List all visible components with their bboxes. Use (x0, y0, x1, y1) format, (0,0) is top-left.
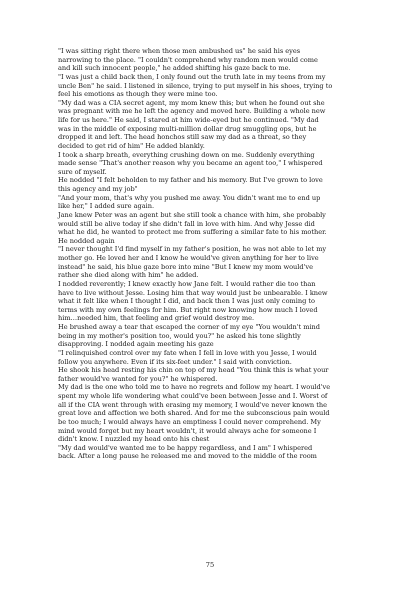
text-line: was pregnant with me he left the agency and moved here. Building a whole new (58, 107, 326, 116)
text-line: "And your mom, that's why you pushed me away. You didn't want me to end up (58, 193, 321, 202)
text-line: "I relinquished control over my fate when I fell in love with you Jesse, I would (58, 348, 317, 357)
text-line: instead" he said, his blue gaze bore into mine "But I knew my mom would've (58, 262, 313, 271)
text-line: terms with my own feelings for him. But right now knowing how much I loved (58, 305, 318, 314)
text-line: disapproving. I nodded again meeting his gaze (58, 340, 214, 349)
text-line: rather she died along with him" he added. (58, 271, 199, 280)
text-line: be too much; I would always have an emptiness I could never comprehend. My (58, 417, 321, 426)
body-text (58, 47, 364, 461)
text-line: great love and affection we both shared. And for me the subconscious pain would (58, 409, 330, 418)
text-line: He brushed away a tear that escaped the corner of my eye "You wouldn't mind (58, 323, 320, 331)
text-line: "I was sitting right there when those men ambushed us" he said his eyes (58, 47, 301, 55)
text-line: I nodded reverently; I knew exactly how Jane felt. I would rather die too than (58, 279, 316, 288)
text-line: mother go. He loved her and I know he would've given anything for her to live (58, 254, 319, 262)
text-line: was in the middle of exposing multi-million dollar drug smuggling ops, but he (58, 124, 317, 133)
text-line: being in my mother's position too, would you?" he asked his tone slightly (58, 331, 301, 340)
text-line: My dad is the one who told me to have no regrets and follow my heart. I would've (58, 383, 331, 392)
text-line: "My dad would've wanted me to be happy regardless, and I am" I whispered (58, 443, 313, 452)
text-line: He nodded again (58, 236, 115, 245)
text-line: narrowing to the place. "I couldn't comprehend why random men would come (58, 55, 318, 64)
text-line: like her," I added sure again. (58, 202, 155, 211)
text-line: what it felt like when I thought I did, and back then I was just only coming to (58, 297, 315, 306)
text-line: "I never thought I'd find myself in my father's position, he was not able to let my (58, 245, 327, 254)
text-line: father would've wanted for you?" he whispered. (58, 374, 218, 383)
page-number: 75 (205, 561, 215, 569)
text-line: have to live without Jesse. Losing him that way would just be unbearable. I knew (58, 288, 328, 297)
text-line: what he did, he wanted to protect me from suffering a similar fate to his mother. (58, 228, 327, 237)
text-line: feel his emotions as though they were mine too. (58, 90, 218, 99)
text-line: "I was just a child back then, I only found out the truth late in my teens from my (58, 72, 326, 81)
text-line: made sense "That's another reason why you became an agent too," I whispered (58, 159, 323, 168)
text-line: back. After a long pause he released me and moved to the middle of the room (58, 452, 317, 461)
text-line: this agency and my job" (58, 185, 138, 193)
text-line: I took a sharp breath, everything crushing down on me. Suddenly everything (58, 150, 315, 159)
text-line: all if the CIA went through with erasing my memory, I would've never known the (58, 400, 327, 409)
text-line: him…needed him, that feeling and grief would destroy me. (58, 314, 255, 323)
text-line: would still be alive today if she didn't fall in love with him. And why Jesse did (58, 219, 315, 228)
text-line: uncle Ben" he said. I listened in silence, trying to put myself in his shoes, trying to (58, 81, 333, 90)
text-line: didn't know. I nuzzled my head onto his chest (58, 435, 210, 444)
text-line: mind would forget but my heart wouldn't, it would always ache for someone I (58, 426, 317, 435)
text-line: follow you anywhere. Even if its six-feet under." I said with conviction. (58, 357, 292, 366)
text-line: Jane knew Peter was an agent but she still took a chance with him, she probably (58, 210, 326, 219)
text-line: decided to get rid of him" He added blankly. (58, 141, 205, 150)
text-line: He nodded "I felt beholden to my father and his memory. But I've grown to love (58, 176, 323, 185)
text-line: He shook his head resting his chin on top of my head "You think this is what your (58, 366, 329, 375)
text-line: "My dad was a CIA secret agent, my mom knew this; but when he found out she (58, 98, 325, 107)
text-line: spent my whole life wondering what could've been between Jesse and I. Worst of (58, 392, 328, 400)
text-line: sure of myself. (58, 167, 107, 176)
text-line: dropped it and left. The head honchos still saw my dad as a threat, so they (58, 133, 307, 142)
text-line: life for us here." He said, I stared at him wide-eyed but he continued. "My dad (58, 116, 319, 124)
text-line: and kill such innocent people," he added shifting his gaze back to me. (58, 64, 291, 73)
